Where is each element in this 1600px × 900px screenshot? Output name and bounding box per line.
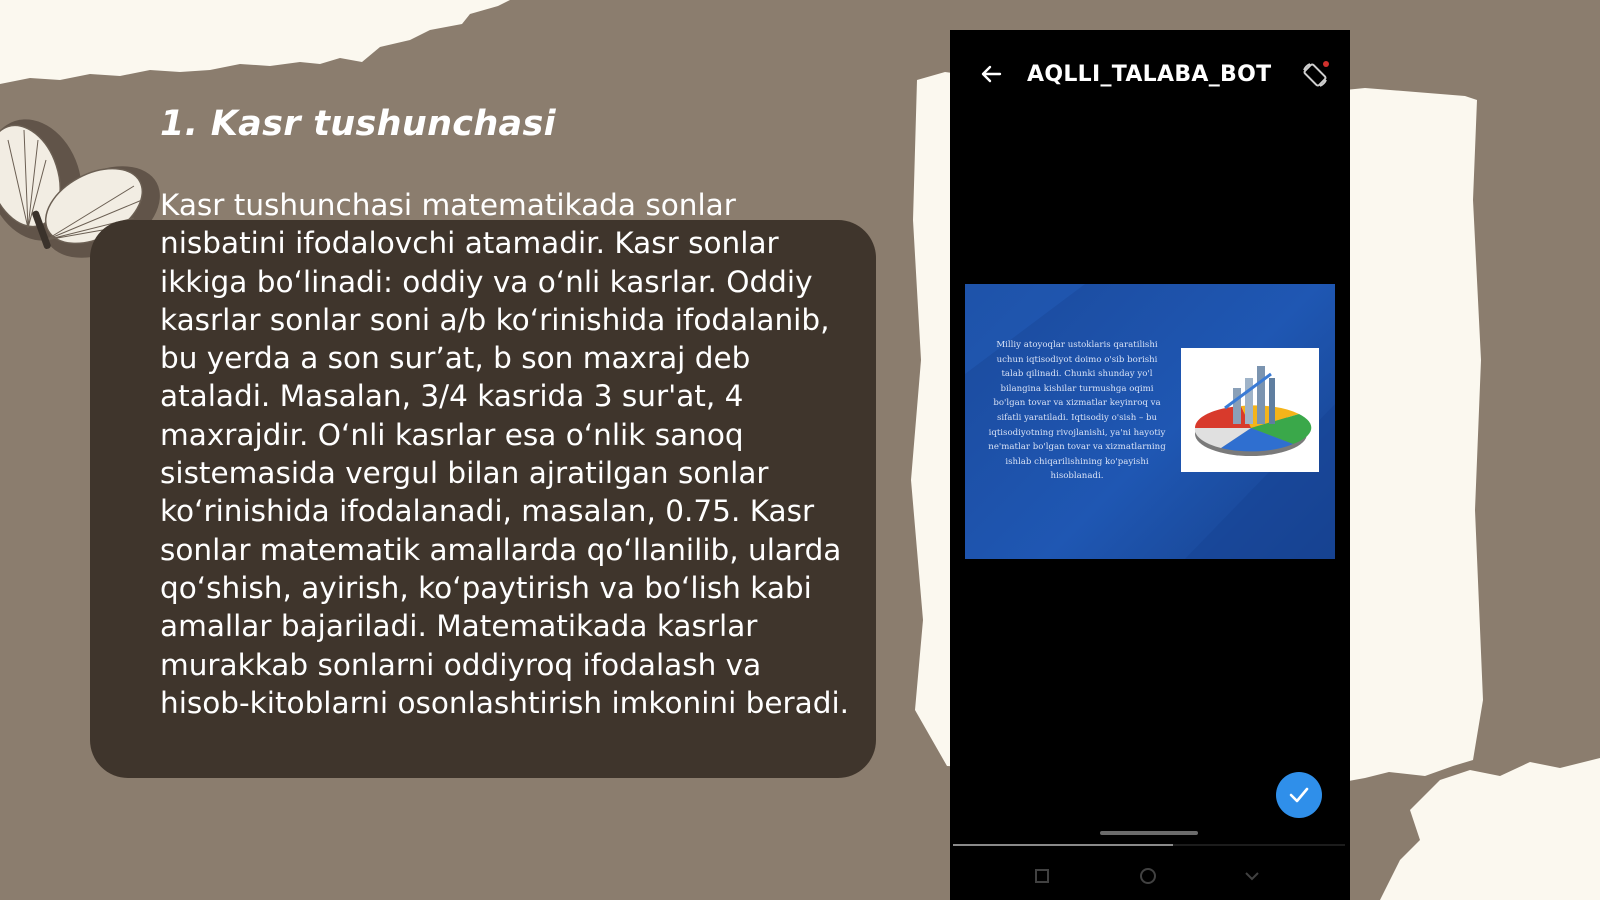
android-nav-bar [950, 852, 1350, 900]
nav-home-icon[interactable] [1138, 866, 1158, 886]
phone-screenshot [950, 30, 1350, 900]
confirm-button[interactable] [1276, 772, 1322, 818]
slide-preview[interactable] [965, 284, 1335, 559]
preview-text: Milliy atoyoqlar ustoklaris qaratilishi uchun iqtisodiyot doimo o'sib borishi talab qilinadi. Chunki shunday yo'l bilangina kishilar turmushga oqimi bo'lgan tovar va xizmatlar keyinroq va sifatli yaratiladi. Iqtisodiy o'sish – bu iqtisodiyotning rivojlanishi, ya'ni hayotiy ne'matlar bo'lgan tovar va xizmatlarning ishlab chiqarilishining ko'payishi hisoblanadi. [988, 340, 1166, 482]
rotate-icon[interactable] [1300, 60, 1330, 90]
pie-chart-illustration [1181, 348, 1319, 472]
arrow-left-icon[interactable] [980, 64, 1002, 84]
bot-title: AQLLI_TALABA_BOT [1027, 62, 1272, 87]
nav-back-icon[interactable] [1242, 866, 1262, 886]
slide-body-text: Kasr tushunchasi matematikada sonlar nisbatini ifodalovchi atamadir. Kasr sonlar ikkiga bo‘linadi: oddiy va o‘nli kasrlar. Oddiy kasrlar sonlar soni a/b ko‘rinishida ifodalanib, bu yerda a son sur’at, b son maxraj deb ataladi. Masalan, 3/4 kasrida 3 sur'at, 4 maxrajdir. O‘nli kasrlar esa o‘nlik sanoq sistemasida vergul bilan ajratilgan sonlar ko‘rinishida ifodalanadi, masalan, 0.75. Kasr sonlar matematik amallarda qo‘llanilib, ularda qo‘shish, ayirish, ko‘paytirish va bo‘lish kabi amallar bajariladi. Matematikada kasrlar murakkab sonlarni oddiyroq ifodalash va hisob-kitoblarni osonlashtirish imkonini beradi. [160, 188, 850, 720]
torn-paper-top-left [0, 0, 520, 92]
video-progress-fill [953, 844, 1173, 846]
torn-paper-bottom-right [1380, 740, 1600, 900]
checkmark-icon [1288, 786, 1310, 804]
slide-title: 1. Kasr tushunchasi [160, 104, 556, 144]
home-indicator [1100, 831, 1198, 835]
nav-recents-icon[interactable] [1032, 866, 1052, 886]
phone-header [950, 30, 1350, 120]
video-progress-track[interactable] [953, 844, 1345, 846]
